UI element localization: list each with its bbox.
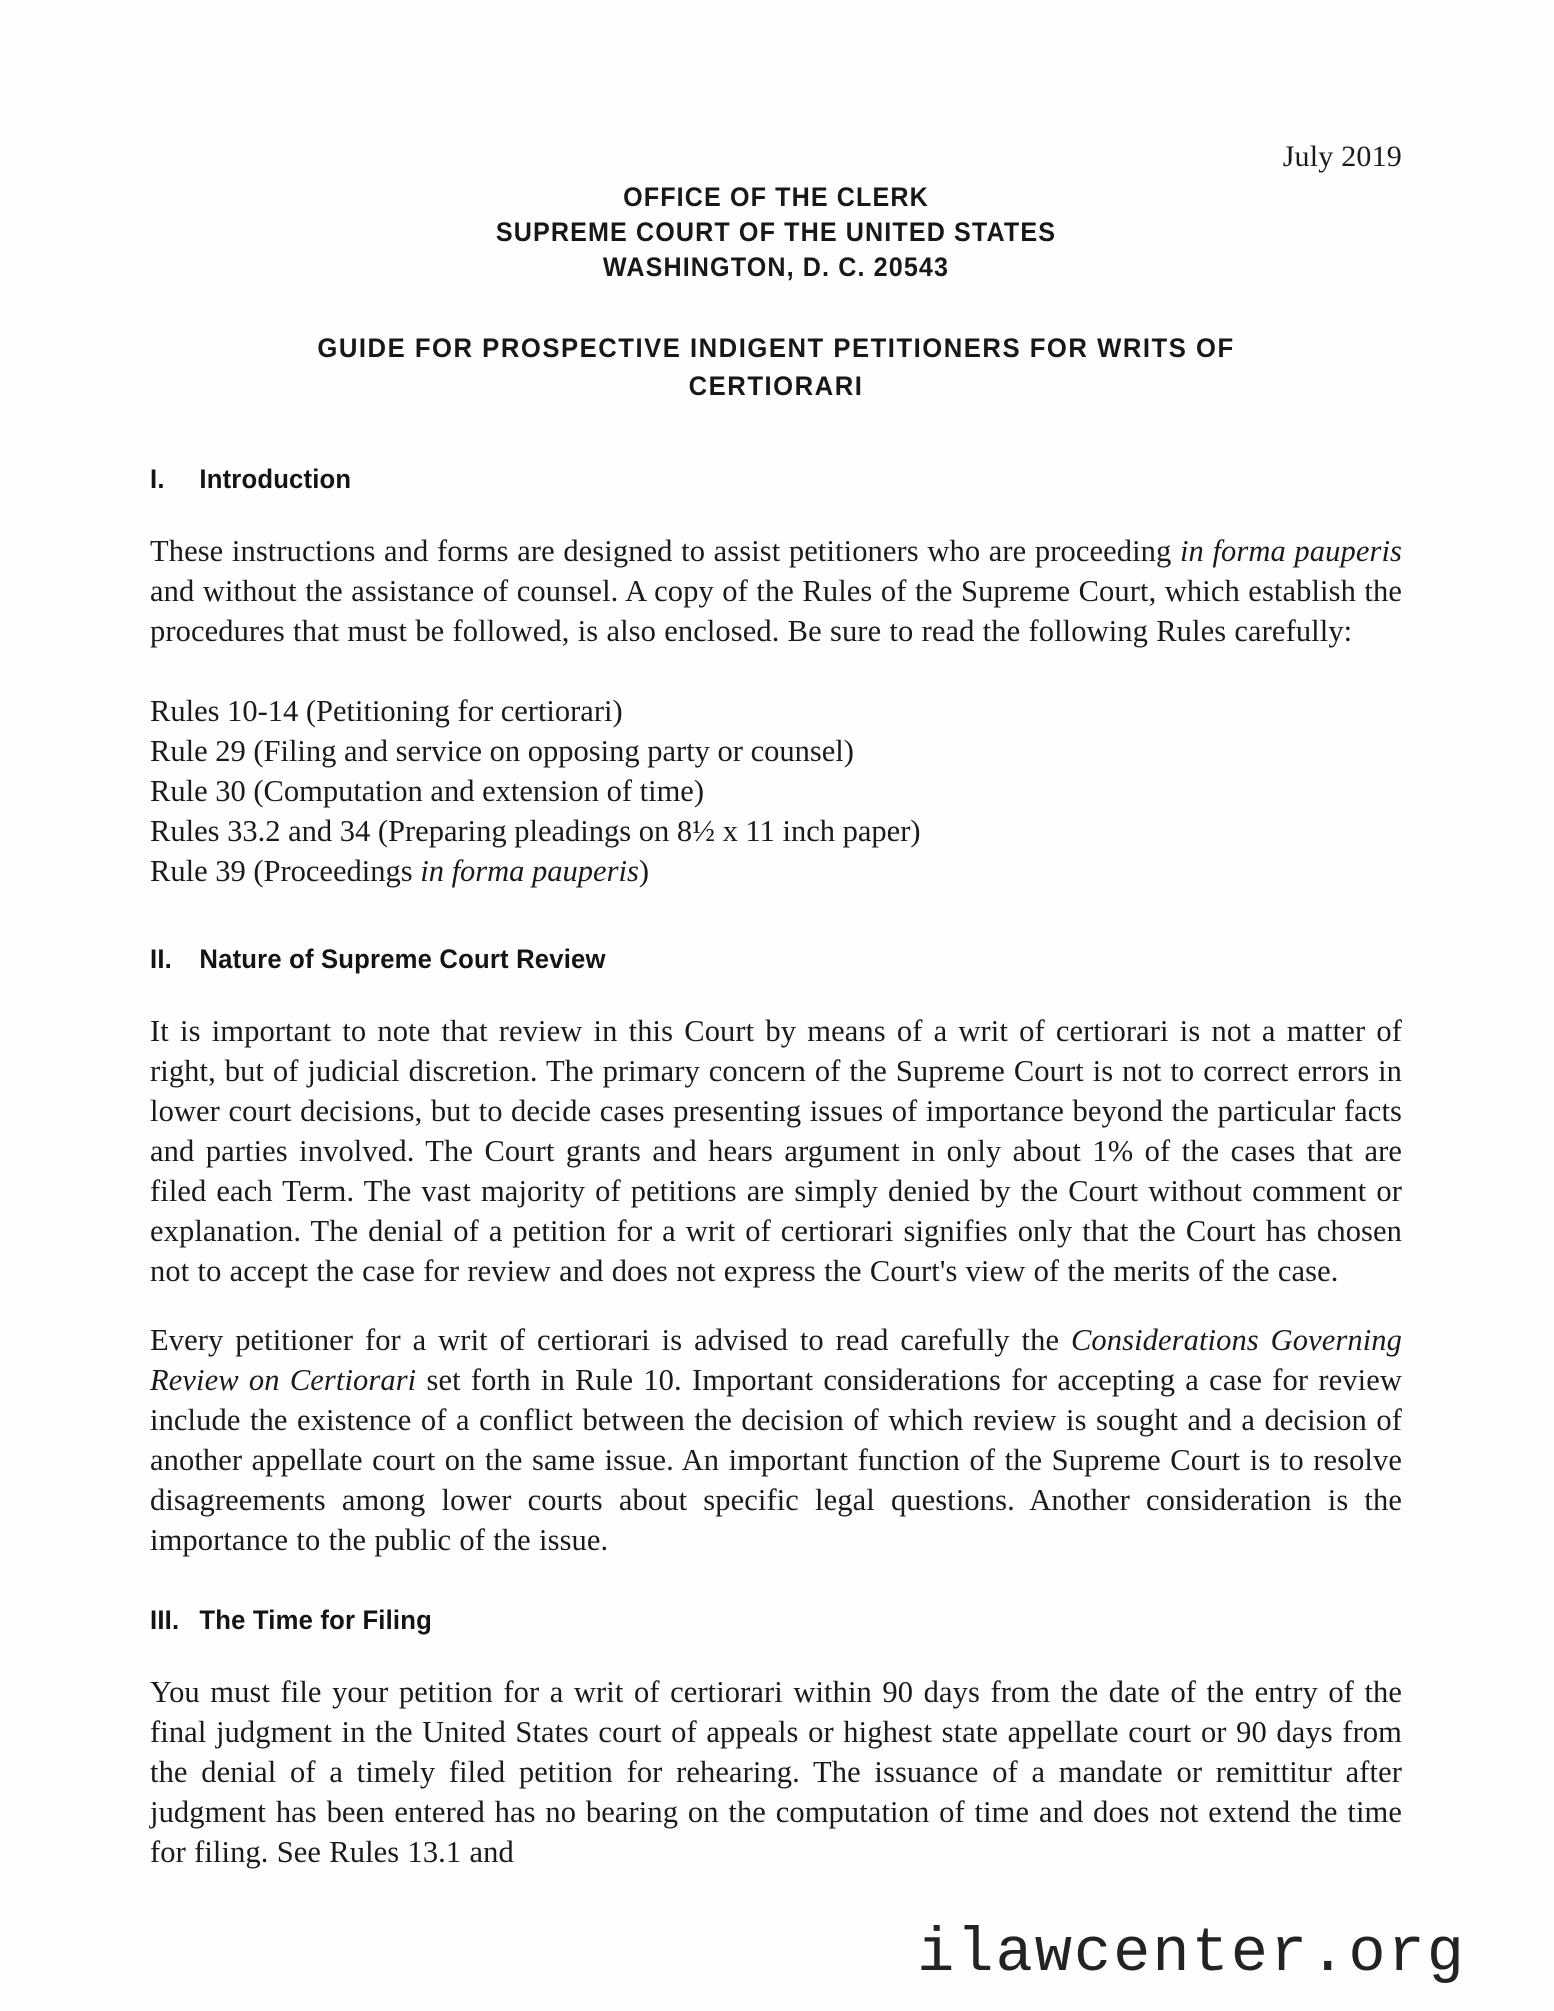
nature-paragraph-2 [150,1320,1402,1560]
section-heading-nature [150,943,1339,975]
rule-39-italic: in forma pauperis [420,854,639,888]
list-item: Rules 10-14 (Petitioning for certiorari) [150,694,623,728]
section-heading-time-for-filing [150,1604,1339,1636]
document-title-line-2: CERTIORARI [688,371,864,401]
list-item: Rules 33.2 and 34 (Preparing pleadings on 8½ x 11 inch paper) [150,814,921,848]
rules-reference-list [150,691,1402,891]
section-number-i: I. [150,464,165,494]
nature-paragraph-1: It is important to note that review in this Court by means of a writ of certiorari is not a matter of right, but of judicial discretion. The primary concern of the Supreme Court is not to correct errors in lower court decisions, but to decide cases presenting issues of importance beyond the particular facts and parties involved. The Court grants and hears argument in only about 1% of the cases that are filed each Term. The vast majority of petitions are simply denied by the Court without comment or explanation. The denial of a petition for a writ of certiorari signifies only that the Court has chosen not to accept the case for review and does not express the Court's view of the merits of the case. [150,1014,1402,1288]
intro-text-pre: These instructions and forms are designed to assist petitioners who are proceeding [150,534,1180,568]
nature-p2-italic-phrase: Considerations Governing Review on Certiorari [150,1323,1402,1397]
section-heading-introduction [150,463,1339,495]
organization-line-1: OFFICE OF THE CLERK [623,182,929,212]
document-content [150,0,1402,1872]
nature-p2-pre: Every petitioner for a writ of certiorari is advised to read carefully the [150,1323,1071,1357]
organization-line-2: SUPREME COURT OF THE UNITED STATES [495,217,1057,247]
list-item: Rule 30 (Computation and extension of time) [150,774,704,808]
site-watermark: ilawcenter.org [917,1918,1466,1989]
time-for-filing-paragraph: You must file your petition for a writ of certiorari within 90 days from the date of the entry of the final judgment in the United States court of appeals or highest state appellate court or 90 days from the denial of a timely filed petition for rehearing. The issuance of a mandate or remittitur after judgment has been entered has no bearing on the computation of time and does not extend the time for filing. See Rules 13.1 and [150,1675,1402,1869]
list-item: Rule 29 (Filing and service on opposing party or counsel) [150,734,854,768]
section-label-time-for-filing: The Time for Filing [199,1605,432,1635]
rule-39-pre: Rule 39 (Proceedings [150,854,421,888]
intro-italic-phrase: in forma pauperis [1179,534,1402,568]
document-title [181,329,1370,405]
section-number-iii: III. [150,1605,180,1635]
document-title-line-1: GUIDE FOR PROSPECTIVE INDIGENT PETITIONERS FOR WRITS OF [317,333,1235,363]
section-number-ii: II. [150,944,172,974]
organization-heading [194,180,1358,285]
section-label-introduction: Introduction [199,464,352,494]
intro-text-post: and without the assistance of counsel. A copy of the Rules of the Supreme Court, which establish the procedures that must be followed, is also enclosed. Be sure to read the following Rules carefully: [150,574,1402,648]
document-date: July 2019 [1282,140,1402,173]
rule-39-post: ) [638,854,649,888]
section-label-nature: Nature of Supreme Court Review [199,944,606,974]
nature-p2-post: set forth in Rule 10. Important considerations for accepting a case for review include the existence of a conflict between the decision of which review is sought and a decision of another appellate court on the same issue. An important function of the Supreme Court is to resolve disagreements among lower courts about specific legal questions. Another consideration is the importance to the public of the issue. [150,1363,1402,1557]
organization-line-3: WASHINGTON, D. C. 20543 [602,252,950,282]
list-item [150,851,1402,891]
introduction-paragraph [150,531,1402,651]
